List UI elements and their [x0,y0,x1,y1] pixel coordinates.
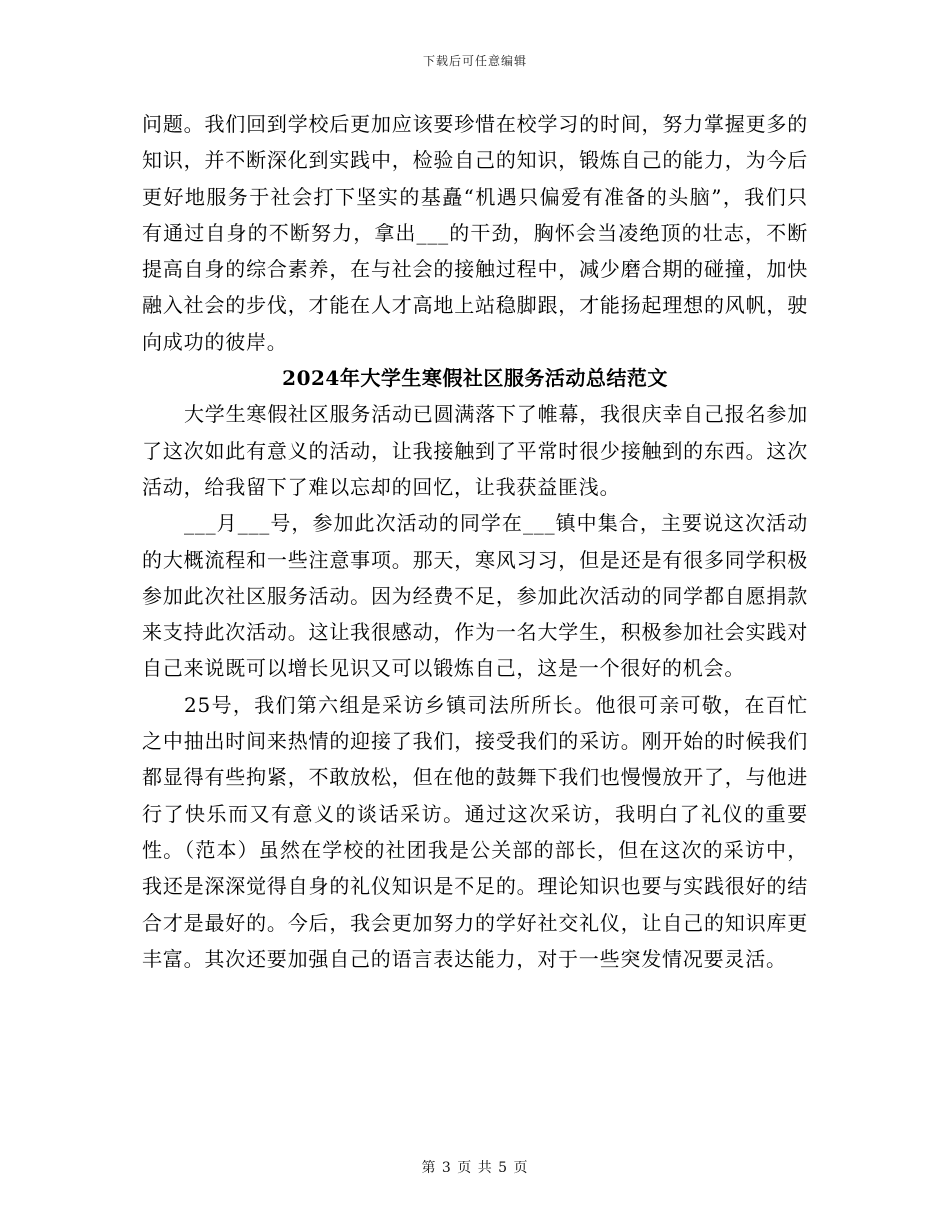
continuation-paragraph: 问题。我们回到学校后更加应该要珍惜在校学习的时间，努力掌握更多的知识，并不断深化到实践中，检验自己的知识，锻炼自己的能力，为今后更好地服务于社会打下坚实的基矗“机遇只偏爱有准备的头脑”，我们只有通过自身的不断努力，拿出___的干劲，胸怀会当凌绝顶的壮志，不断提高自身的综合素养，在与社会的接触过程中，减少磨合期的碰撞，加快融入社会的步伐，才能在人才高地上站稳脚跟，才能扬起理想的风帆，驶向成功的彼岸。 [142,112,808,354]
page-number: 第 3 页 共 5 页 [421,1160,529,1176]
paragraph-1: 大学生寒假社区服务活动已圆满落下了帷幕，我很庆幸自己报名参加了这次如此有意义的活动，让我接触到了平常时很少接触到的东西。这次活动，给我留下了难以忘却的回忆，让我获益匪浅。 [142,402,808,499]
paragraph-3: 25号，我们第六组是采访乡镇司法所所长。他很可亲可敬，在百忙之中抽出时间来热情的迎接了我们，接受我们的采访。刚开始的时候我们都显得有些拘紧，不敢放松，但在他的鼓舞下我们也慢慢放开了，与他进行了快乐而又有意义的谈话采访。通过这次采访，我明白了礼仪的重要性。（范本）虽然在学校的社团我是公关部的部长，但在这次的采访中，我还是深深觉得自身的礼仪知识是不足的。理论知识也要与实践很好的结合才是最好的。今后，我会更加努力的学好社交礼仪，让自己的知识库更丰富。其次还要加强自己的语言表达能力，对于一些突发情况要灵活。 [142,692,808,971]
page-header: 下载后可任意编辑 [422,54,527,68]
paragraph-2: ___月___号，参加此次活动的同学在___镇中集合，主要说这次活动的大概流程和一些注意事项。那天，寒风习习，但是还是有很多同学积极参加此次社区服务活动。因为经费不足，参加此次活动的同学都自愿捐款来支持此次活动。这让我很感动，作为一名大学生，积极参加社会实践对自己来说既可以增长见识又可以锻炼自己，这是一个很好的机会。 [142,511,808,681]
document-title: 2024年大学生寒假社区服务活动总结范文 [282,366,668,391]
document-body [142,106,808,977]
